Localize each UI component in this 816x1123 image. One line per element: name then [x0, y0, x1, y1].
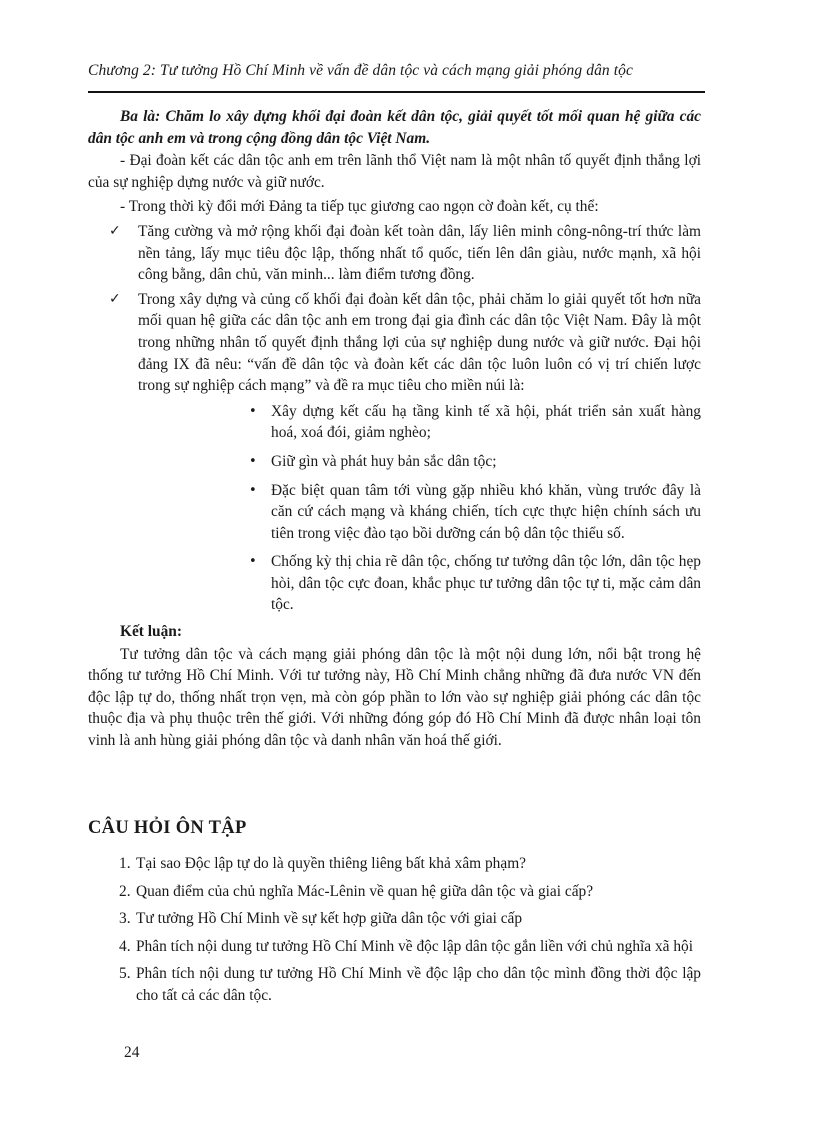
- review-question: [88, 853, 701, 875]
- checkmark-icon: ✓: [109, 290, 121, 307]
- question-text: Tại sao Độc lập tự do là quyền thiêng liêng bất khả xâm phạm?: [136, 855, 527, 872]
- question-text: Phân tích nội dung tư tưởng Hồ Chí Minh về độc lập dân tộc gắn liền với chủ nghĩa xã hội: [136, 937, 694, 955]
- checkmark-list-item: [88, 221, 701, 286]
- bullet-icon: •: [249, 453, 257, 469]
- bullet-list-item: [138, 480, 701, 545]
- question-number: 3.: [119, 910, 131, 928]
- question-text: Quan điểm của chủ nghĩa Mác-Lênin về quan hệ giữa dân tộc và giai cấp?: [136, 882, 594, 900]
- paragraph-unity: - Đại đoàn kết các dân tộc anh em trên lãnh thổ Việt nam là một nhân tố quyết định thắng lợi của sự nghiệp dựng nước và giữ nước.: [88, 152, 701, 191]
- question-number: 1.: [119, 855, 131, 872]
- section-intro-heading: Ba là: Chăm lo xây dựng khối đại đoàn kết dân tộc, giải quyết tốt mối quan hệ giữa các dân tộc anh em và trong cộng đồng dân tộc Việt Nam.: [88, 108, 701, 147]
- page-number: 24: [124, 1044, 140, 1061]
- checkmark-list-item: [88, 289, 701, 616]
- review-question: [88, 908, 701, 930]
- bullet-item-text: Chống kỳ thị chia rẽ dân tộc, chống tư tưởng dân tộc lớn, dân tộc hẹp hòi, dân tộc cực đoan, khắc phục tư tưởng dân tộc tự ti, mặc cảm dân tộc.: [271, 553, 701, 614]
- bullet-list-item: [138, 451, 701, 473]
- bullet-icon: •: [249, 554, 257, 570]
- checkmark-icon: ✓: [109, 222, 121, 239]
- checkmark-item-text: Trong xây dựng và củng cố khối đại đoàn kết dân tộc, phải chăm lo giải quyết tốt hơn nữa mối quan hệ giữa các dân tộc anh em trong đại gia đình các dân tộc Việt Nam. Đây là một trong những nhân tố quyết định thắng lợi của sự nghiệp dung nước và giữ nước. Đại hội đảng IX đã nêu: “vấn đề dân tộc và đoàn kết các dân tộc luôn luôn có vị trí chiến lược trong sự nghiệp cách mạng” và đề ra mục tiêu cho miền núi là:: [138, 290, 701, 395]
- question-text: Phân tích nội dung tư tưởng Hồ Chí Minh về độc lập cho dân tộc mình đồng thời độc lập cho tất cả các dân tộc.: [136, 965, 701, 1004]
- question-number: 2.: [119, 882, 131, 900]
- question-number: 4.: [119, 937, 131, 955]
- review-questions-title: CÂU HỎI ÔN TẬP: [88, 818, 247, 838]
- running-header: Chương 2: Tư tưởng Hồ Chí Minh về vấn đề dân tộc và cách mạng giải phóng dân tộc: [88, 62, 633, 79]
- review-question: [88, 936, 701, 958]
- checkmark-item-text: Tăng cường và mở rộng khối đại đoàn kết toàn dân, lấy liên minh công-nông-trí thức làm nền tảng, lấy mục tiêu độc lập, thống nhất tổ quốc, tiến lên dân giàu, nước mạnh, xã hội công bằng, dân chủ, văn minh... làm điểm tương đồng.: [138, 222, 701, 284]
- bullet-list-item: [138, 401, 701, 444]
- conclusion-heading: Kết luận:: [120, 623, 182, 641]
- bullet-item-text: Xây dựng kết cấu hạ tầng kinh tế xã hội, phát triển sản xuất hàng hoá, xoá đói, giảm nghèo;: [271, 402, 701, 442]
- checkmark-list: [88, 221, 701, 616]
- bullet-list: [138, 401, 701, 616]
- question-text: Tư tưởng Hồ Chí Minh về sự kết hợp giữa dân tộc với giai cấp: [136, 910, 523, 928]
- conclusion-paragraph: Tư tưởng dân tộc và cách mạng giải phóng dân tộc là một nội dung lớn, nổi bật trong hệ thống tư tưởng Hồ Chí Minh. Với tư tưởng này, Hồ Chí Minh chẳng những đã đưa nước VN đến độc lập tự do, thống nhất trọn vẹn, mà còn góp phần to lớn vào sự nghiệp giải phóng các dân tộc thuộc địa và phụ thuộc trên thế giới. Với những đóng góp đó Hồ Chí Minh đã được nhân loại tôn vinh là anh hùng giải phóng dân tộc và danh nhân văn hoá thế giới.: [88, 645, 701, 750]
- bullet-list-item: [138, 551, 701, 616]
- bullet-icon: •: [249, 482, 257, 498]
- paragraph-renewal: - Trong thời kỳ đổi mới Đảng ta tiếp tục giương cao ngọn cờ đoàn kết, cụ thể:: [120, 198, 599, 216]
- bullet-item-text: Đặc biệt quan tâm tới vùng gặp nhiều khó khăn, vùng trước đây là căn cứ cách mạng và kháng chiến, tích cực thực hiện chính sách ưu tiên trong việc đào tạo bồi dưỡng cán bộ dân tộc thiểu số.: [271, 481, 701, 542]
- main-content: [88, 106, 701, 755]
- question-number: 5.: [119, 965, 131, 983]
- review-question: [88, 881, 701, 903]
- bullet-item-text: Giữ gìn và phát huy bản sắc dân tộc;: [271, 452, 497, 470]
- review-questions-list: [88, 853, 701, 1013]
- bullet-icon: •: [249, 403, 257, 419]
- header-divider: [88, 91, 705, 93]
- review-question: [88, 963, 701, 1006]
